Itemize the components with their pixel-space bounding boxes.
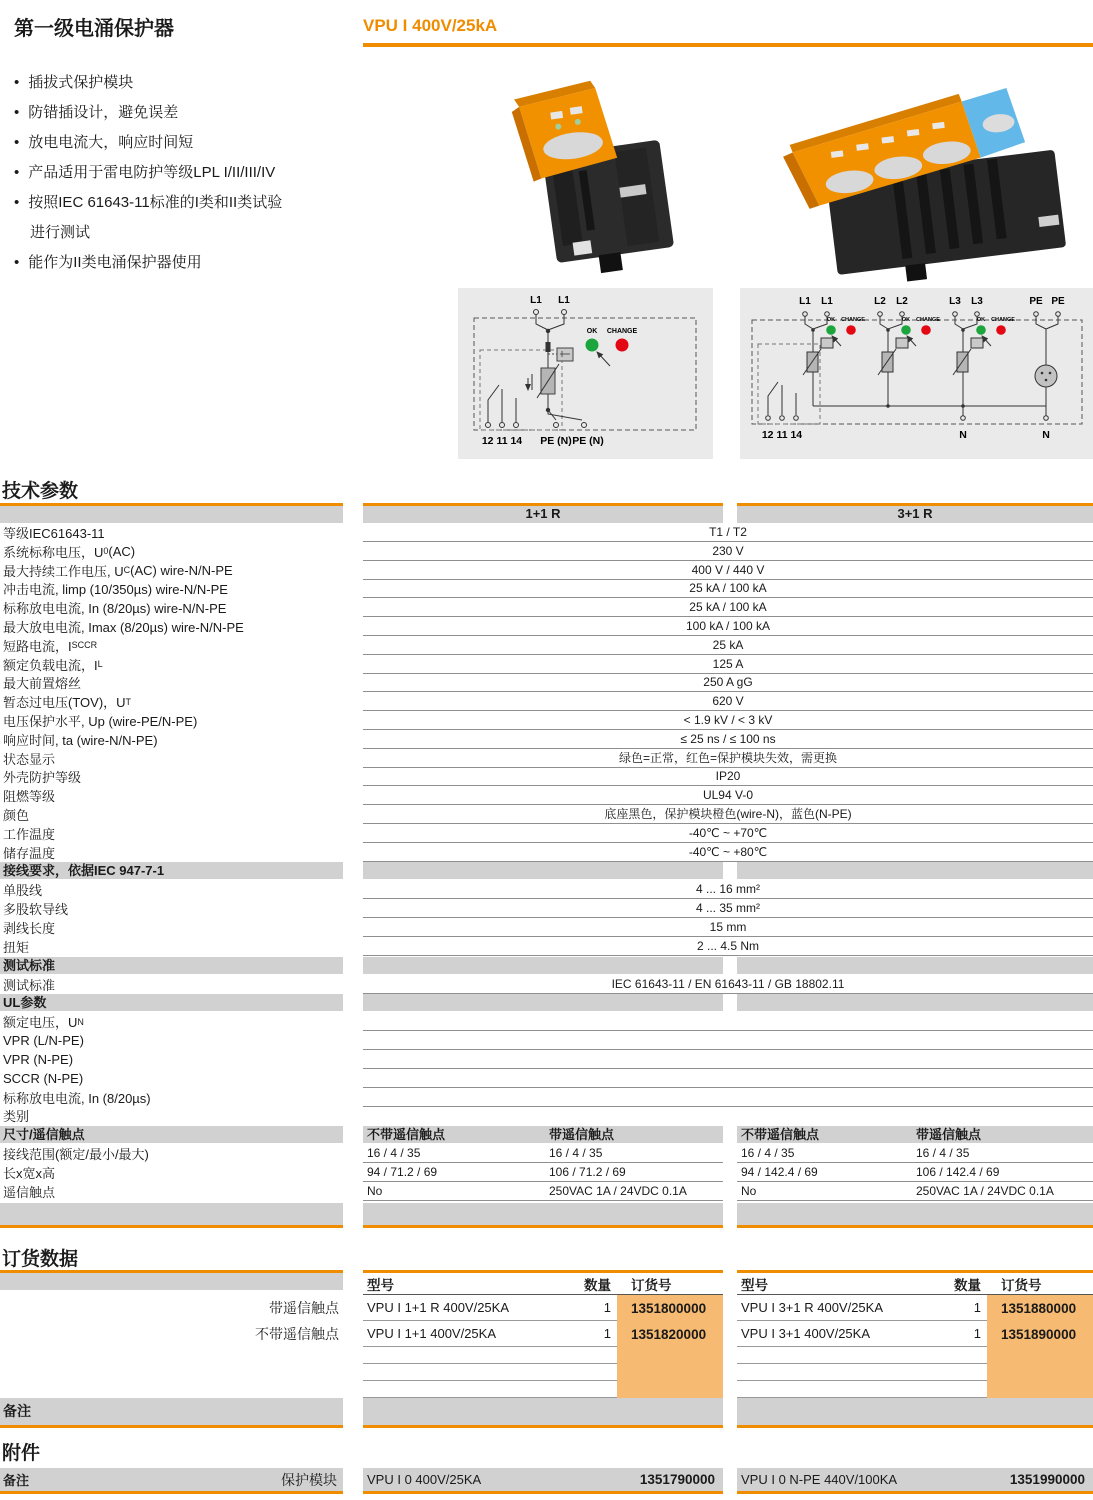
spec-row: 剥线长度 15 mm xyxy=(0,918,1093,937)
order-row: VPU I 1+1 400V/25KA 1 1351820000 xyxy=(363,1321,723,1347)
order-variant-label: 不带遥信触点 xyxy=(255,1326,339,1342)
led-change-label: CHANGE xyxy=(991,317,1015,323)
dims-row: 接线范围(额定/最小/最大) 16 / 4 / 35 16 / 4 / 35 16 / 4 / 35 16 / 4 / 35 xyxy=(0,1144,1093,1163)
header-bar-left xyxy=(0,503,343,523)
spec-row: 颜色 底座黑色，保护模块橙色(wire-N)，蓝色(N-PE) xyxy=(0,805,1093,824)
section-dimensions: 尺寸/遥信触点 不带遥信触点 带遥信触点 不带遥信触点 带遥信触点 xyxy=(0,1126,1093,1143)
spec-row: 最大持续工作电压, U C (AC) wire-N/N-PE 400 V / 440 V xyxy=(0,561,1093,580)
product-title: VPU I 400V/25kA xyxy=(363,16,498,35)
feature-list xyxy=(14,71,359,212)
terminal-label: PE xyxy=(1029,296,1043,307)
order-variant-label: 带遥信触点 xyxy=(269,1300,339,1316)
product-photo-single-phase xyxy=(468,70,708,285)
terminal-label: L2 xyxy=(896,296,908,307)
col-order-no: 订货号 xyxy=(631,1277,672,1293)
order-remark-bar xyxy=(737,1398,1093,1428)
spec-row: 短路电流，I SCCR 25 kA xyxy=(0,636,1093,655)
order-row-empty xyxy=(363,1381,723,1398)
order-heading: 订货数据 xyxy=(2,1249,79,1270)
dims-col-without-remote: 不带遥信触点 xyxy=(363,1126,545,1143)
product-photo-three-phase xyxy=(775,80,1090,290)
led-change-label: CHANGE xyxy=(916,317,940,323)
dims-col-without-remote: 不带遥信触点 xyxy=(737,1126,912,1143)
dims-col-with-remote: 带遥信触点 xyxy=(545,1126,723,1143)
order-row-empty xyxy=(737,1381,1093,1398)
tech-table-end-bar xyxy=(0,1203,1093,1228)
remark-label: 备注 xyxy=(3,1473,30,1488)
spec-row: SCCR (N-PE) xyxy=(0,1069,1093,1088)
accessory-model: VPU I 0 N-PE 440V/100KA xyxy=(741,1472,898,1487)
order-row: VPU I 1+1 R 400V/25KA 1 1351800000 xyxy=(363,1295,723,1321)
order-remark-bar: 备注 xyxy=(0,1398,343,1428)
order-table-3p1 xyxy=(737,1270,1093,1398)
accessories-heading: 附件 xyxy=(2,1443,41,1464)
spec-row: 电压保护水平, Up (wire-PE/N-PE) < 1.9 kV / < 3 kV xyxy=(0,711,1093,730)
accessory-order-number: 1351990000 xyxy=(1009,1472,1085,1487)
spec-row: 状态显示 绿色=正常，红色=保护模块失效，需更换 xyxy=(0,749,1093,768)
terminal-label: 12 11 14 xyxy=(481,435,523,447)
terminal-label: PE (N) xyxy=(540,435,572,447)
spec-row: 最大放电电流, Imax (8/20µs) wire-N/N-PE 100 kA / 100 kA xyxy=(0,617,1093,636)
spec-row: VPR (N-PE) xyxy=(0,1050,1093,1069)
spec-row: 阻燃等级 UL94 V-0 xyxy=(0,786,1093,805)
spec-row: 测试标准 IEC 61643-11 / EN 61643-11 / GB 18802.11 xyxy=(0,975,1093,994)
section-wiring-requirements: 接线要求，依据IEC 947-7-1 xyxy=(0,862,1093,879)
accessory-remark-bar xyxy=(0,1468,343,1494)
col-model: 型号 xyxy=(367,1277,394,1293)
spec-row: 冲击电流, limp (10/350µs) wire-N/N-PE 25 kA / 100 kA xyxy=(0,579,1093,598)
feature-item: • 按照IEC 61643-11标准的I类和II类试验 xyxy=(14,191,359,212)
spec-row: 最大前置熔丝 250 A gG xyxy=(0,673,1093,692)
feature-item: • 插拔式保护模块 xyxy=(14,71,359,92)
feature-list xyxy=(14,251,359,272)
spec-row: 响应时间, ta (wire-N/N-PE) ≤ 25 ns / ≤ 100 ns xyxy=(0,730,1093,749)
spec-row: 标称放电电流, In (8/20µs) xyxy=(0,1088,1093,1107)
spec-row: 额定电压，U N xyxy=(0,1012,1093,1031)
terminal-label: L1 xyxy=(530,295,542,306)
dims-row: 长x宽x高 94 / 71.2 / 69 106 / 71.2 / 69 94 / 142.4 / 69 106 / 142.4 / 69 xyxy=(0,1163,1093,1182)
page-title: 第一级电涌保护器 xyxy=(14,18,174,40)
spec-row: 扭矩 2 ... 4.5 Nm xyxy=(0,937,1093,956)
feature-item: • 能作为II类电涌保护器使用 xyxy=(14,251,359,272)
circuit-diagram-three-phase xyxy=(740,288,1093,459)
spec-row: 工作温度 -40℃ ~ +70℃ xyxy=(0,824,1093,843)
order-row: VPU I 3+1 R 400V/25KA 1 1351880000 xyxy=(737,1295,1093,1321)
feature-item-continuation: 进行测试 xyxy=(30,224,91,241)
col-model: 型号 xyxy=(741,1277,768,1293)
terminal-label: L1 xyxy=(821,296,833,307)
accessory-item xyxy=(737,1468,1093,1494)
col-order-no: 订货号 xyxy=(1001,1277,1042,1293)
order-row-empty xyxy=(363,1364,723,1381)
spec-row: 暂态过电压(TOV)，U T 620 V xyxy=(0,692,1093,711)
section-test-standard: 测试标准 xyxy=(0,957,1093,974)
dims-col-with-remote: 带遥信触点 xyxy=(912,1126,1093,1143)
led-ok-label: OK xyxy=(586,328,598,335)
order-data-section xyxy=(0,1244,1093,1434)
order-left-block xyxy=(0,1270,343,1347)
col-qty: 数量 xyxy=(954,1277,981,1293)
accessory-item xyxy=(363,1468,723,1494)
order-row-empty xyxy=(737,1364,1093,1381)
feature-item: • 放电电流大，响应时间短 xyxy=(14,131,359,152)
order-number: 1351800000 xyxy=(617,1295,723,1321)
tech-heading: 技术参数 xyxy=(2,481,79,502)
dims-row: 遥信触点 No 250VAC 1A / 24VDC 0.1A No 250VAC 1A / 24VDC 0.1A xyxy=(0,1182,1093,1201)
tech-params-section xyxy=(0,476,1093,1228)
order-number: 1351820000 xyxy=(617,1321,723,1347)
terminal-label: PE (N) xyxy=(572,435,604,447)
product-title-block xyxy=(363,16,1093,47)
terminal-label: N xyxy=(1042,429,1050,441)
order-remark-bar xyxy=(363,1398,723,1428)
terminal-label: L3 xyxy=(971,296,983,307)
led-change-label: CHANGE xyxy=(841,317,865,323)
spec-row: 等级IEC61643-11 T1 / T2 xyxy=(0,523,1093,542)
order-number: 1351880000 xyxy=(987,1295,1093,1321)
order-table-header xyxy=(363,1270,723,1295)
accessory-order-number: 1351790000 xyxy=(639,1472,715,1487)
terminal-label: L1 xyxy=(799,296,811,307)
spec-row: 系统标称电压，U 0 (AC) 230 V xyxy=(0,542,1093,561)
order-table-header xyxy=(737,1270,1093,1295)
column-header-3p1: 3+1 R xyxy=(737,503,1093,523)
led-ok-label: OK xyxy=(901,317,911,323)
spec-row: 储存温度 -40℃ ~ +80℃ xyxy=(0,843,1093,862)
circuit-diagram-single xyxy=(458,288,713,459)
led-ok-label: OK xyxy=(976,317,986,323)
terminal-label: L3 xyxy=(949,296,961,307)
led-ok-label: OK xyxy=(826,317,836,323)
feature-item: • 防错插设计，避免误差 xyxy=(14,101,359,122)
spec-row: 外壳防护等级 IP20 xyxy=(0,767,1093,786)
protection-module-label: 保护模块 xyxy=(281,1471,337,1488)
column-header-1p1: 1+1 R xyxy=(363,503,723,523)
orange-rule xyxy=(363,43,1093,47)
accessories-section xyxy=(0,1438,1093,1488)
accessory-model: VPU I 0 400V/25KA xyxy=(367,1472,482,1487)
col-qty: 数量 xyxy=(584,1277,611,1293)
spec-row: VPR (L/N-PE) xyxy=(0,1031,1093,1050)
order-row-empty xyxy=(363,1347,723,1364)
terminal-label: N xyxy=(959,429,967,441)
intro-block xyxy=(14,12,359,281)
section-ul-params: UL参数 xyxy=(0,994,1093,1011)
spec-row: 标称放电电流, In (8/20µs) wire-N/N-PE 25 kA / 100 kA xyxy=(0,598,1093,617)
spec-row: 多股软导线 4 ... 35 mm² xyxy=(0,899,1093,918)
terminal-label: L1 xyxy=(558,295,570,306)
order-table-1p1 xyxy=(363,1270,723,1398)
terminal-label: L2 xyxy=(874,296,886,307)
led-change-label: CHANGE xyxy=(606,328,638,335)
order-row: VPU I 3+1 400V/25KA 1 1351890000 xyxy=(737,1321,1093,1347)
order-row-empty xyxy=(737,1347,1093,1364)
order-number: 1351890000 xyxy=(987,1321,1093,1347)
tech-column-headers xyxy=(0,503,1093,523)
terminal-label: 12 11 14 xyxy=(761,429,803,441)
spec-row: 类别 xyxy=(3,1109,30,1125)
spec-row: 额定负载电流，I L 125 A xyxy=(0,655,1093,674)
spec-row: 单股线 4 ... 16 mm² xyxy=(0,880,1093,899)
feature-item: • 产品适用于雷电防护等级LPL I/II/III/IV xyxy=(14,161,359,182)
terminal-label: PE xyxy=(1051,296,1065,307)
